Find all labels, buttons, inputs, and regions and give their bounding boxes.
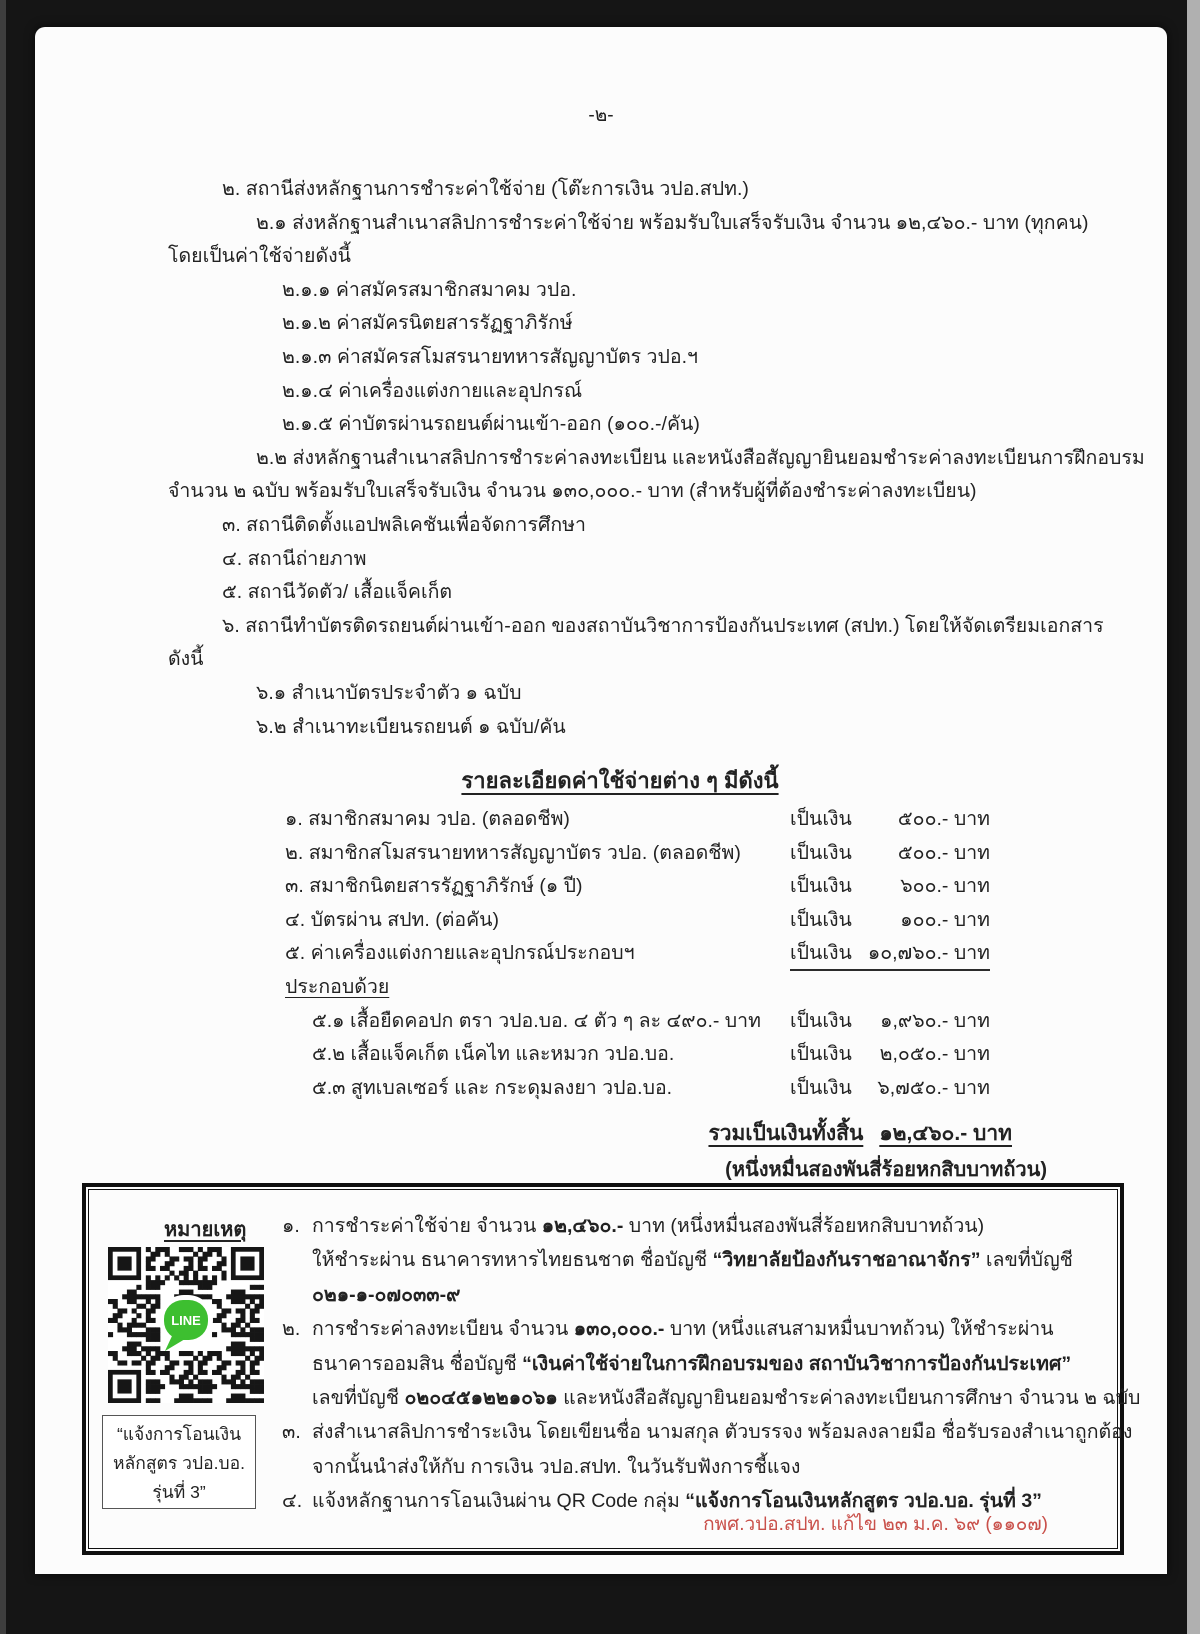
expense-amount [790, 803, 990, 837]
expense-row [285, 870, 990, 904]
amount-bold: ๑๒,๔๖๐.- [541, 1215, 624, 1237]
expenses-subheader: ประกอบด้วย [285, 975, 390, 998]
qr-code [108, 1247, 264, 1403]
currency-label: เป็นเงิน [790, 1076, 852, 1099]
body-line: ๖.๑ สำเนาบัตรประจำตัว ๑ ฉบับ [256, 681, 522, 704]
note-line: จากนั้นนำส่งให้กับ การเงิน วปอ.สปท. ในวันรับฟังการชี้แจง [312, 1455, 801, 1478]
body-line: ๔. สถานีถ่ายภาพ [222, 547, 367, 570]
body-line: ๒.๒ ส่งหลักฐานสำเนาสลิปการชำระค่าลงทะเบียน และหนังสือสัญญายินยอมชำระค่าลงทะเบียนการฝึกอบรม [256, 446, 1145, 469]
expense-row [285, 904, 990, 938]
amount-value: ๖๐๐.- บาท [900, 875, 990, 898]
expense-label: ๕. ค่าเครื่องแต่งกายและอุปกรณ์ประกอบฯ [285, 942, 635, 965]
body-line: ๒.๑.๓ ค่าสมัครสโมสรนายทหารสัญญาบัตร วปอ.ฯ [282, 345, 698, 368]
expense-label: ๑. สมาชิกสมาคม วปอ. (ตลอดชีพ) [285, 808, 570, 830]
note-line: เลขที่บัญชี ๐๒๐๔๕๑๒๒๑๐๖๑ และหนังสือสัญญายินยอมชำระค่าลงทะเบียนการศึกษา จำนวน ๒ ฉบับ [312, 1386, 1141, 1409]
qr-caption-box [102, 1415, 256, 1509]
note-line: ๓. ส่งสำเนาสลิปการชำระเงิน โดยเขียนชื่อ นามสกุล ตัวบรรจง พร้อมลงลายมือ ชื่อรับรองสำเนาถูกต้อง [282, 1415, 1104, 1449]
body-line: ๒. สถานีส่งหลักฐานการชำระค่าใช้จ่าย (โต๊ะการเงิน วปอ.สปท.) [222, 178, 749, 200]
note-item-number: ๓. [282, 1421, 301, 1444]
amount-value: ๕๐๐.- บาท [897, 808, 990, 830]
note-line: ๒. การชำระค่าลงทะเบียน จำนวน ๑๓๐,๐๐๐.- บาท (หนึ่งแสนสามหมื่นบาทถ้วน) ให้ชำระผ่าน [282, 1312, 1104, 1346]
total-amount-words: (หนึ่งหมื่นสองพันสี่ร้อยหกสิบบาทถ้วน) [725, 1159, 1047, 1181]
note-items [282, 1209, 1141, 1519]
total-label: รวมเป็นเงินทั้งสิ้น [708, 1122, 864, 1145]
expense-amount [790, 1005, 990, 1039]
expense-subrow [285, 1005, 990, 1039]
currency-label: เป็นเงิน [790, 942, 852, 965]
note-line: ๔. แจ้งหลักฐานการโอนเงินผ่าน QR Code กลุ่ม “แจ้งการโอนเงินหลักสูตร วปอ.บอ. รุ่นที่ 3” [282, 1484, 1104, 1518]
expense-label: ๕.๒ เสื้อแจ็คเก็ต เน็คไท และหมวก วปอ.บอ. [312, 1043, 675, 1066]
total-amount: ๑๒,๔๖๐.- บาท [879, 1122, 1012, 1145]
expense-label: ๓. สมาชิกนิตยสารรัฏฐาภิรักษ์ (๑ ปี) [285, 875, 583, 898]
amount-value: ๖,๗๕๐.- บาท [877, 1076, 990, 1099]
body-line: ๒.๑.๑ ค่าสมัครสมาชิกสมาคม วปอ. [282, 278, 577, 301]
expense-amount [790, 870, 990, 904]
total-amount-line [708, 1117, 1012, 1150]
amount-value: ๑๐๐.- บาท [900, 908, 990, 931]
currency-label: เป็นเงิน [790, 908, 852, 931]
expense-amount [790, 1038, 990, 1072]
account-number: ๐๒๐๔๕๑๒๒๑๐๖๑ [404, 1386, 558, 1409]
body-line: ๒.๑.๔ ค่าเครื่องแต่งกายและอุปกรณ์ [282, 379, 583, 402]
note-item-number: ๒. [282, 1318, 301, 1341]
expense-amount-underlined [790, 937, 990, 971]
page-number: -๒- [588, 105, 614, 126]
note-line: ธนาคารออมสิน ชื่อบัญชี “เงินค่าใช้จ่ายในการฝึกอบรมของ สถาบันวิชาการป้องกันประเทศ” [312, 1352, 1072, 1375]
body-line: ๓. สถานีติดตั้งแอปพลิเคชันเพื่อจัดการศึกษา [222, 513, 586, 536]
expense-label: ๔. บัตรผ่าน สปท. (ต่อคัน) [285, 908, 499, 931]
account-number: ๐๒๑-๑-๐๗๐๓๓-๙ [312, 1283, 461, 1306]
body-line: โดยเป็นค่าใช้จ่ายดังนี้ [168, 245, 352, 268]
body-line: ๒.๑.๒ ค่าสมัครนิตยสารรัฏฐาภิรักษ์ [282, 312, 573, 335]
qr-caption-line: “แจ้งการโอนเงิน [116, 1424, 242, 1444]
expenses-table [285, 803, 990, 1105]
document-page [35, 27, 1167, 1574]
qr-caption-line: รุ่นที่ 3” [152, 1482, 206, 1502]
note-header: หมายเหตุ [164, 1219, 247, 1241]
currency-label: เป็นเงิน [790, 1009, 852, 1032]
account-name: “วิทยาลัยป้องกันราชอาณาจักร” [712, 1249, 981, 1272]
document-body [168, 173, 1145, 744]
currency-label: เป็นเงิน [790, 841, 852, 864]
amount-value: ๕๐๐.- บาท [897, 841, 990, 864]
line-group-name: “แจ้งการโอนเงินหลักสูตร วปอ.บอ. รุ่นที่ 3” [685, 1490, 1042, 1513]
expense-row [285, 837, 990, 871]
expenses-title: รายละเอียดค่าใช้จ่ายต่าง ๆ มีดังนี้ [461, 768, 779, 793]
amount-bold: ๑๓๐,๐๐๐.- [573, 1318, 665, 1341]
note-item-number: ๔. [282, 1490, 303, 1513]
expense-row [285, 937, 990, 971]
qr-caption-line: หลักสูตร วปอ.บอ. [113, 1453, 245, 1473]
revision-note: กพศ.วปอ.สปท. แก้ไข ๒๓ ม.ค. ๖๙ (๑๑๐๗) [703, 1514, 1048, 1535]
amount-value: ๑,๙๖๐.- บาท [880, 1009, 990, 1032]
note-line: ให้ชำระผ่าน ธนาคารทหารไทยธนชาต ชื่อบัญชี “วิทยาลัยป้องกันราชอาณาจักร” เลขที่บัญชี [312, 1249, 1073, 1272]
note-line: ๑. การชำระค่าใช้จ่าย จำนวน ๑๒,๔๖๐.- บาท (หนึ่งหมื่นสองพันสี่ร้อยหกสิบบาทถ้วน) [282, 1209, 1104, 1243]
body-line: ๖. สถานีทำบัตรติดรถยนต์ผ่านเข้า-ออก ของสถาบันวิชาการป้องกันประเทศ (สปท.) โดยให้จัดเตรียมเอกสาร [222, 614, 1104, 637]
body-line: ๕. สถานีวัดตัว/ เสื้อแจ็คเก็ต [222, 581, 453, 604]
currency-label: เป็นเงิน [790, 875, 852, 898]
body-line: ดังนี้ [168, 648, 204, 671]
expense-label: ๕.๓ สูทเบลเซอร์ และ กระดุมลงยา วปอ.บอ. [312, 1076, 673, 1099]
amount-value: ๒,๐๕๐.- บาท [879, 1043, 990, 1066]
expense-amount [790, 1072, 990, 1106]
expense-row [285, 803, 990, 837]
body-line: ๒.๑.๕ ค่าบัตรผ่านรถยนต์ผ่านเข้า-ออก (๑๐๐.-/คัน) [282, 413, 700, 436]
expense-subrow [285, 1072, 990, 1106]
viewer-edge [0, 0, 6, 1634]
expense-amount [790, 904, 990, 938]
expense-label: ๕.๑ เสื้อยืดคอปก ตรา วปอ.บอ. ๔ ตัว ๆ ละ ๔๙๐.- บาท [312, 1009, 761, 1032]
body-line: ๒.๑ ส่งหลักฐานสำเนาสลิปการชำระค่าใช้จ่าย พร้อมรับใบเสร็จรับเงิน จำนวน ๑๒,๔๖๐.- บาท (ทุกคน) [256, 211, 1089, 234]
scrollbar[interactable] [1187, 0, 1200, 1634]
note-box [82, 1183, 1141, 1555]
expense-subrow [285, 1038, 990, 1072]
currency-label: เป็นเงิน [790, 1043, 852, 1066]
note-item-number: ๑. [282, 1215, 300, 1237]
body-line: ๖.๒ สำเนาทะเบียนรถยนต์ ๑ ฉบับ/คัน [256, 715, 566, 738]
expense-amount [790, 837, 990, 871]
expense-label: ๒. สมาชิกสโมสรนายทหารสัญญาบัตร วปอ. (ตลอดชีพ) [285, 841, 741, 864]
body-line: จำนวน ๒ ฉบับ พร้อมรับใบเสร็จรับเงิน จำนวน ๑๓๐,๐๐๐.- บาท (สำหรับผู้ที่ต้องชำระค่าลงทะเบียน) [168, 480, 977, 503]
account-name: “เงินค่าใช้จ่ายในการฝึกอบรมของ สถาบันวิชาการป้องกันประเทศ” [522, 1352, 1072, 1375]
currency-label: เป็นเงิน [790, 808, 852, 830]
svg-text:LINE: LINE [171, 1313, 201, 1328]
amount-value: ๑๐,๗๖๐.- บาท [867, 942, 990, 965]
note-line [282, 1278, 1104, 1312]
